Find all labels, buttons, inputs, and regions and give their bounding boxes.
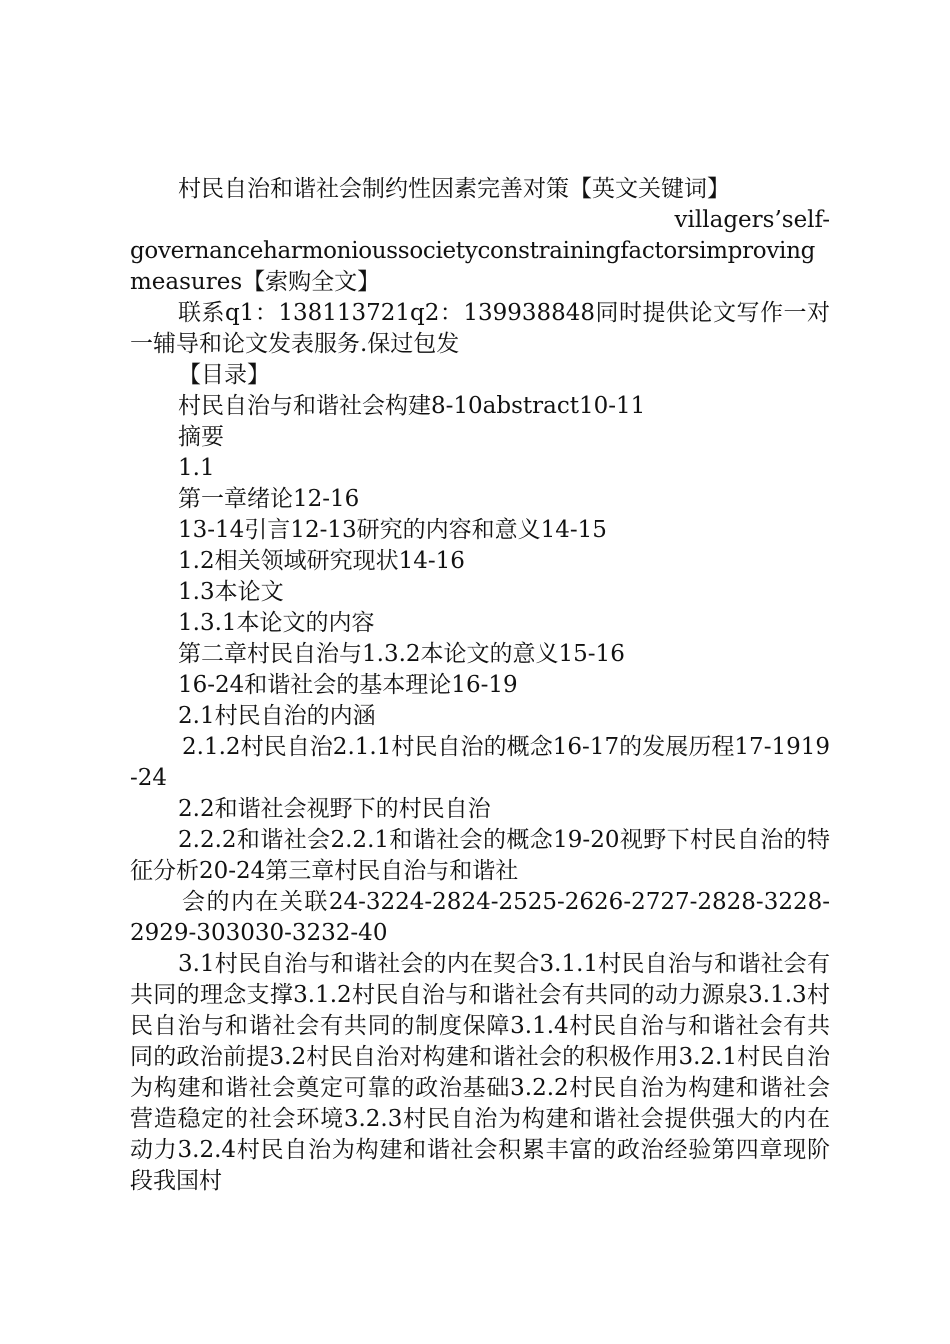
toc-item: 村民自治与和谐社会构建8-10abstract10-11 (178, 393, 646, 419)
contact-paragraph: 联系q1：138113721q2：139938848同时提供论文写作一对一辅导和论文发表服务.保过包发 (130, 300, 830, 357)
keywords-line-2 (130, 236, 830, 267)
toc-item: 2.1.2村民自治2.1.1村民自治的概念16-17的发展历程17-1919-24 (130, 734, 830, 791)
title-line (130, 174, 830, 205)
toc-item: 第二章村民自治与1.3.2本论文的意义15-16 (178, 641, 625, 667)
toc-item: 摘要 (178, 424, 224, 450)
toc-item: 3.1村民自治与和谐社会的内在契合3.1.1村民自治与和谐社会有共同的理念支撑3.1.2村民自治与和谐社会有共同的动力源泉3.1.3村民自治与和谐社会有共同的制度保障3.1.4村民自治与和谐社会有共同的政治前提3.2村民自治对构建和谐社会的积极作用3.2.1村民自治为构建和谐社会奠定可靠的政治基础3.2.2村民自治为构建和谐社会营造稳定的社会环境3.2.3村民自治为构建和谐社会提供强大的内在动力3.2.4村民自治为构建和谐社会积累丰富的政治经验第四章现阶段我国村 (130, 951, 830, 1194)
toc-item: 会的内在关联24-3224-2824-2525-2626-2727-2828-3228-2929-303030-3232-40 (130, 889, 830, 946)
document-body (130, 174, 830, 1197)
toc-item: 13-14引言12-13研究的内容和意义14-15 (178, 517, 607, 543)
keywords-line-3 (130, 267, 830, 298)
keywords-text-2: governanceharmonioussocietyconstrainingfactorsimproving (130, 238, 816, 264)
toc-item: 1.3.1本论文的内容 (178, 610, 375, 636)
title-text: 村民自治和谐社会制约性因素完善对策【英文关键词】 (178, 176, 730, 202)
toc-item: 1.1 (178, 455, 215, 481)
toc-item: 2.1村民自治的内涵 (178, 703, 376, 729)
toc-item: 2.2和谐社会视野下的村民自治 (178, 796, 491, 822)
keywords-text-3: measures【索购全文】 (130, 269, 381, 295)
toc-item: 第一章绪论12-16 (178, 486, 360, 512)
toc-item: 16-24和谐社会的基本理论16-19 (178, 672, 518, 698)
toc-item: 1.2相关领域研究现状14-16 (178, 548, 465, 574)
toc-item: 2.2.2和谐社会2.2.1和谐社会的概念19-20视野下村民自治的特征分析20-24第三章村民自治与和谐社 (130, 827, 830, 884)
toc-heading: 【目录】 (178, 362, 270, 388)
toc-item: 1.3本论文 (178, 579, 284, 605)
keywords-text-1: villagers’self- (674, 207, 830, 233)
keywords-line-1 (130, 205, 830, 236)
